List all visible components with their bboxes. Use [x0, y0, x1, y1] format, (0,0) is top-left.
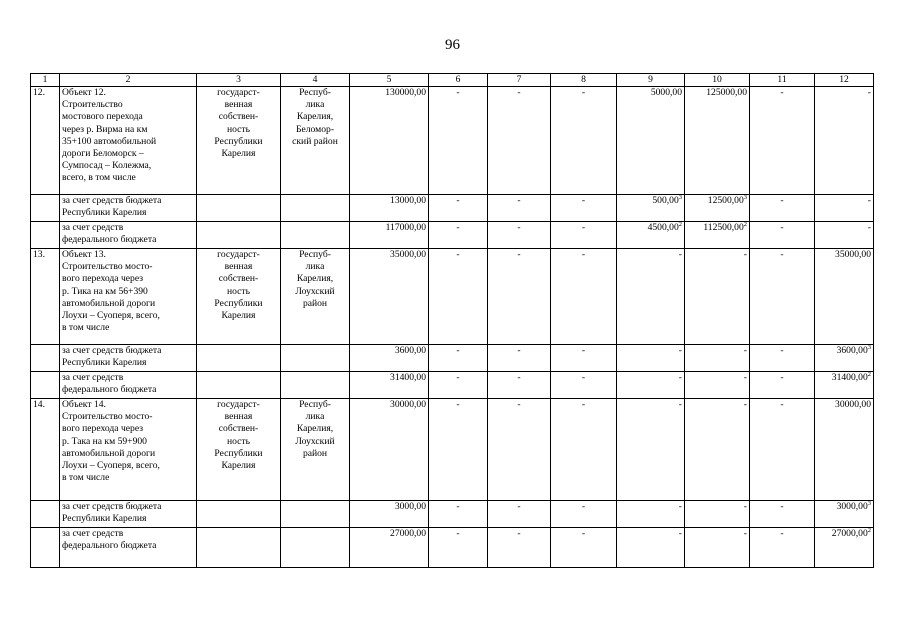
amount-value: - [581, 528, 586, 539]
amount-value: - [678, 528, 682, 539]
text-line: Строительство мосто- [62, 261, 153, 273]
text-line: мостового перехода [62, 111, 143, 123]
amount-value: - [517, 528, 521, 539]
amount-cell [685, 501, 750, 528]
text-line: федерального бюджета [62, 234, 157, 246]
amount-cell [350, 222, 429, 249]
text-line: за счет средств бюджета [62, 345, 162, 356]
amount-value: - [456, 195, 460, 206]
text-line: в том числе [62, 472, 110, 484]
funding-source-row [31, 222, 874, 249]
ownership-form [197, 249, 281, 345]
amount-value: - [780, 501, 784, 512]
text-line: собствен- [218, 273, 259, 285]
text-line: автомобильной дороги [62, 447, 156, 459]
text-line: Республики [214, 135, 263, 147]
text-line: 35+100 автомобильной [62, 135, 157, 147]
text-line: венная [224, 99, 253, 111]
text-line: р. Тика на км 56+390 [62, 285, 148, 297]
text-line: Карелия, [296, 423, 334, 435]
text-line: Карелия [221, 148, 256, 160]
amount-cell [815, 372, 874, 399]
empty-cell [31, 195, 60, 222]
text-line: Республики [214, 297, 263, 309]
text-line: вого перехода через [62, 423, 144, 435]
amount-value: 13000,00 [390, 195, 426, 206]
amount-value: - [780, 372, 784, 383]
empty-cell [31, 372, 60, 399]
text-line: через р. Вирма на км [62, 123, 148, 135]
amount-value: - [678, 372, 682, 383]
amount-cell [750, 195, 815, 222]
empty-cell [31, 501, 60, 528]
amount-value: - [456, 501, 460, 512]
empty-cell [281, 222, 350, 249]
text-line: Сумпосад – Колежма, [62, 160, 152, 172]
text-line: за счет средств бюджета [62, 501, 162, 512]
amount-value: - [743, 528, 747, 539]
text-line: венная [224, 261, 253, 273]
text-line: Респуб- [299, 399, 331, 410]
column-number-header: 3 [197, 74, 281, 87]
amount-cell [750, 528, 815, 568]
footnote-mark: 2 [867, 371, 871, 378]
amount-cell: - [551, 87, 617, 195]
amount-value: - [678, 345, 682, 356]
amount-cell: - [488, 399, 551, 501]
amount-cell: 35000,00 [350, 249, 429, 345]
amount-cell: 30000,00 [815, 399, 874, 501]
object-row [31, 249, 874, 345]
amount-cell [488, 222, 551, 249]
text-line: за счет средств [62, 372, 124, 383]
amount-cell [429, 372, 488, 399]
amount-cell [685, 528, 750, 568]
amount-cell: - [617, 399, 685, 501]
amount-value: 3000,00 [836, 501, 868, 512]
text-line: дороги Беломорск – [62, 148, 144, 160]
column-number-row [31, 74, 874, 87]
text-line: государст- [217, 249, 260, 260]
footnote-mark: 3 [743, 194, 747, 201]
text-line: Объект 12. [62, 87, 106, 98]
object-title [60, 399, 197, 501]
column-number-header: 7 [488, 74, 551, 87]
empty-cell [197, 195, 281, 222]
empty-cell [197, 372, 281, 399]
amount-value: - [867, 195, 871, 206]
column-number-header: 4 [281, 74, 350, 87]
amount-cell: - [551, 399, 617, 501]
funding-source-row [31, 345, 874, 372]
amount-cell: - [429, 87, 488, 195]
amount-cell [429, 501, 488, 528]
text-line: ский район [292, 135, 338, 147]
amount-value: - [581, 501, 586, 512]
amount-cell [350, 345, 429, 372]
amount-cell [551, 501, 617, 528]
amount-cell: - [429, 249, 488, 345]
amount-value: 3600,00 [394, 345, 426, 356]
amount-value: 27000,00 [390, 528, 426, 539]
amount-cell [429, 345, 488, 372]
footnote-mark: 3 [678, 194, 682, 201]
amount-cell [488, 372, 551, 399]
text-line: ность [227, 435, 250, 447]
amount-cell [429, 528, 488, 568]
amount-cell [617, 345, 685, 372]
empty-cell [31, 345, 60, 372]
amount-cell: - [551, 249, 617, 345]
amount-value: - [517, 195, 521, 206]
amount-cell: - [750, 87, 815, 195]
amount-cell [617, 222, 685, 249]
object-location [281, 399, 350, 501]
funding-source-label [60, 195, 197, 222]
text-line: собствен- [218, 423, 259, 435]
amount-cell [750, 501, 815, 528]
amount-cell [617, 195, 685, 222]
text-line: Строительство [62, 99, 123, 111]
amount-value: 3600,00 [836, 345, 868, 356]
text-line: всего, в том числе [62, 172, 136, 184]
amount-cell [429, 222, 488, 249]
amount-value: - [517, 501, 521, 512]
text-line: Лоухский [295, 285, 335, 297]
amount-value: - [456, 372, 460, 383]
column-number-header: 1 [31, 74, 60, 87]
text-line: собствен- [218, 111, 259, 123]
amount-value: - [780, 195, 784, 206]
text-line: Беломор- [295, 123, 335, 135]
funding-source-label [60, 345, 197, 372]
empty-cell [197, 528, 281, 568]
funding-source-label [60, 501, 197, 528]
empty-cell [197, 501, 281, 528]
amount-cell: - [685, 399, 750, 501]
amount-value: - [517, 222, 521, 233]
text-line: Лоухи – Суоперя, всего, [62, 310, 160, 322]
amount-value: 12500,00 [707, 195, 744, 206]
amount-cell [488, 528, 551, 568]
text-line: Карелия, [296, 273, 334, 285]
amount-cell [488, 501, 551, 528]
amount-cell: 125000,00 [685, 87, 750, 195]
amount-value: 4500,00 [647, 222, 679, 233]
page-number: 96 [445, 37, 460, 53]
text-line: венная [224, 411, 253, 423]
text-line: ность [227, 123, 250, 135]
amount-value: - [780, 222, 784, 233]
text-line: Республики Карелия [62, 357, 147, 369]
text-line: Республики Карелия [62, 513, 147, 525]
column-number-header: 10 [685, 74, 750, 87]
amount-cell [551, 372, 617, 399]
amount-cell [815, 195, 874, 222]
column-number-header: 6 [429, 74, 488, 87]
amount-cell [685, 195, 750, 222]
amount-cell [815, 222, 874, 249]
text-line: Республики Карелия [62, 207, 147, 219]
text-line: вого перехода через [62, 273, 144, 285]
amount-cell [488, 345, 551, 372]
amount-cell: - [429, 399, 488, 501]
footnote-mark: 2 [867, 527, 871, 534]
text-line: в том числе [62, 322, 110, 334]
amount-value: - [581, 345, 586, 356]
amount-cell: - [488, 249, 551, 345]
funding-source-row [31, 501, 874, 528]
amount-cell [685, 222, 750, 249]
footnote-mark: 3 [867, 344, 871, 351]
amount-cell [617, 501, 685, 528]
text-line: Республики [214, 447, 263, 459]
amount-cell [551, 345, 617, 372]
amount-value: 3000,00 [394, 501, 426, 512]
amount-cell: - [750, 399, 815, 501]
text-line: Карелия, [296, 111, 334, 123]
investment-table [30, 73, 874, 568]
text-line: государст- [217, 399, 260, 410]
funding-source-label [60, 528, 197, 568]
text-line: Респуб- [299, 249, 331, 260]
empty-cell [281, 345, 350, 372]
amount-value: 117000,00 [385, 222, 426, 233]
text-line: р. Така на км 59+900 [62, 435, 147, 447]
amount-cell [750, 222, 815, 249]
object-location [281, 87, 350, 195]
text-line: район [302, 297, 328, 309]
amount-cell [685, 372, 750, 399]
amount-value: - [743, 372, 747, 383]
text-line: Карелия [221, 460, 256, 472]
text-line: за счет средств бюджета [62, 195, 162, 206]
text-line: за счет средств [62, 528, 124, 539]
ownership-form [197, 399, 281, 501]
text-line: федерального бюджета [62, 384, 157, 396]
amount-value: - [743, 501, 747, 512]
row-number: 13. [31, 249, 60, 345]
funding-source-label [60, 372, 197, 399]
amount-cell [350, 372, 429, 399]
text-line: Объект 14. [62, 399, 106, 410]
object-title [60, 87, 197, 195]
object-row [31, 399, 874, 501]
amount-cell [350, 528, 429, 568]
amount-cell [551, 528, 617, 568]
funding-source-row [31, 195, 874, 222]
amount-cell: - [685, 249, 750, 345]
column-number-header: 8 [551, 74, 617, 87]
object-location [281, 249, 350, 345]
amount-value: 31400,00 [390, 372, 426, 383]
amount-value: - [581, 222, 586, 233]
amount-cell [617, 528, 685, 568]
column-number-header: 5 [350, 74, 429, 87]
amount-cell: 35000,00 [815, 249, 874, 345]
amount-cell [551, 195, 617, 222]
amount-cell [551, 222, 617, 249]
row-number: 14. [31, 399, 60, 501]
text-line: район [302, 447, 328, 459]
row-number: 12. [31, 87, 60, 195]
amount-cell: - [617, 249, 685, 345]
text-line: Строительство мосто- [62, 411, 153, 423]
text-line: Респуб- [299, 87, 331, 98]
funding-source-row [31, 372, 874, 399]
amount-cell [815, 501, 874, 528]
amount-value: - [867, 222, 871, 233]
amount-value: - [581, 195, 586, 206]
empty-cell [31, 222, 60, 249]
amount-value: - [517, 345, 521, 356]
amount-cell [350, 501, 429, 528]
text-line: федерального бюджета [62, 540, 157, 552]
text-line: лика [305, 261, 325, 273]
empty-cell [281, 195, 350, 222]
empty-cell [281, 528, 350, 568]
column-number-header: 9 [617, 74, 685, 87]
amount-cell [488, 195, 551, 222]
funding-source-row [31, 528, 874, 568]
column-number-header: 2 [60, 74, 197, 87]
ownership-form [197, 87, 281, 195]
amount-value: - [678, 501, 682, 512]
text-line: ность [227, 285, 250, 297]
amount-value: - [456, 222, 460, 233]
amount-cell [750, 345, 815, 372]
amount-cell [685, 345, 750, 372]
column-number-header: 12 [815, 74, 874, 87]
text-line: Объект 13. [62, 249, 106, 260]
amount-value: - [743, 345, 747, 356]
footnote-mark: 3 [867, 500, 871, 507]
column-number-header: 11 [750, 74, 815, 87]
text-line: Лоухи – Суоперя, всего, [62, 460, 160, 472]
text-line: Лоухский [295, 435, 335, 447]
amount-cell: - [750, 249, 815, 345]
empty-cell [197, 222, 281, 249]
amount-cell [750, 372, 815, 399]
amount-cell [350, 195, 429, 222]
amount-cell: 30000,00 [350, 399, 429, 501]
footnote-mark: 2 [743, 221, 747, 228]
amount-cell: 130000,00 [350, 87, 429, 195]
text-line: лика [305, 411, 325, 423]
text-line: лика [305, 99, 325, 111]
amount-value: 27000,00 [831, 528, 868, 539]
amount-value: - [581, 372, 586, 383]
amount-cell [815, 345, 874, 372]
funding-source-label [60, 222, 197, 249]
empty-cell [31, 528, 60, 568]
object-title [60, 249, 197, 345]
amount-value: 112500,00 [703, 222, 744, 233]
footnote-mark: 2 [678, 221, 682, 228]
text-line: автомобильной дороги [62, 297, 156, 309]
text-line: государст- [217, 87, 260, 98]
empty-cell [281, 501, 350, 528]
text-line: Карелия [221, 310, 256, 322]
amount-cell [815, 528, 874, 568]
amount-cell: - [488, 87, 551, 195]
amount-cell [617, 372, 685, 399]
amount-value: 500,00 [652, 195, 679, 206]
amount-value: - [780, 345, 784, 356]
amount-value: - [456, 528, 460, 539]
amount-cell [429, 195, 488, 222]
amount-value: 31400,00 [831, 372, 868, 383]
amount-cell: 5000,00 [617, 87, 685, 195]
text-line: за счет средств [62, 222, 124, 233]
empty-cell [197, 345, 281, 372]
amount-value: - [517, 372, 521, 383]
empty-cell [281, 372, 350, 399]
object-row [31, 87, 874, 195]
amount-value: - [780, 528, 784, 539]
amount-cell: - [815, 87, 874, 195]
amount-value: - [456, 345, 460, 356]
